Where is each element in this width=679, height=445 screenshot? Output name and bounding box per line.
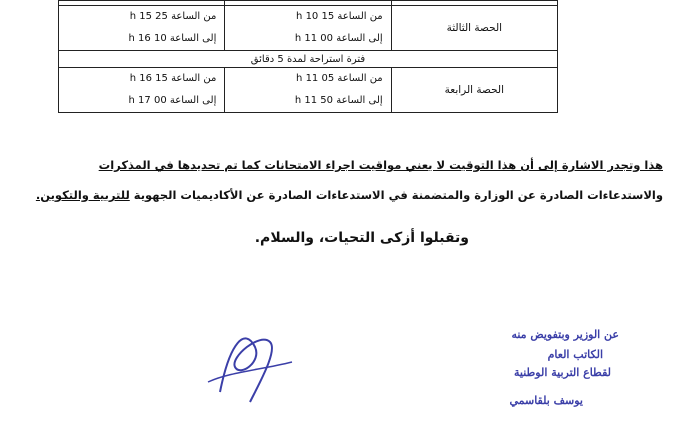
handwritten-signature-icon: [200, 322, 300, 412]
time-from: من الساعة 25 h 15: [129, 11, 217, 22]
signatory-name: يوسف بلقاسمي: [509, 394, 583, 407]
session-name: الحصة الثالثة: [391, 6, 557, 51]
time-from: من الساعة 15 h 10: [296, 11, 383, 22]
note-underlined-text: للتربية والتكوين.: [35, 188, 130, 202]
note-paragraph-line1: [23, 158, 663, 172]
time-from: من الساعة 15 h 16: [129, 73, 217, 84]
note-underlined-text: هذا وتجدر الاشارة إلى أن هذا التوقيت لا يعني مواقيت اجراء الامتحانات كما تم تحديدها في المذكرات: [98, 158, 663, 172]
time-slot-cell: [225, 68, 391, 113]
time-to: إلى الساعة 00 h 17: [128, 95, 217, 106]
time-slot-cell: [59, 68, 225, 113]
time-from: من الساعة 05 h 11: [296, 73, 383, 84]
closing-greeting: وتقبلوا أزكى التحيات، والسلام.: [254, 230, 469, 246]
session-name: الحصة الرابعة: [391, 68, 557, 113]
time-to: إلى الساعة 00 h 11: [294, 33, 383, 44]
signature-line: الكاتب العام: [547, 348, 603, 361]
time-slot-cell: [225, 6, 391, 51]
signature-line: لقطاع التربية الوطنية: [514, 366, 611, 379]
schedule-row: [59, 68, 558, 113]
note-paragraph-line2: [23, 188, 663, 202]
schedule-row: [59, 6, 558, 51]
time-to: إلى الساعة 10 h 16: [128, 33, 217, 44]
time-slot-cell: [59, 6, 225, 51]
time-to: إلى الساعة 50 h 11: [294, 95, 383, 106]
note-text: والاستدعاءات الصادرة عن الوزارة والمتضمنة في الاستدعاءات الصادرة عن الأكاديميات الجهوية: [129, 188, 663, 202]
break-row: [59, 51, 558, 68]
schedule-table: [58, 0, 558, 113]
signature-line: عن الوزير وبتفويض منه: [511, 328, 619, 341]
break-text: فترة استراحة لمدة 5 دقائق: [59, 51, 558, 68]
